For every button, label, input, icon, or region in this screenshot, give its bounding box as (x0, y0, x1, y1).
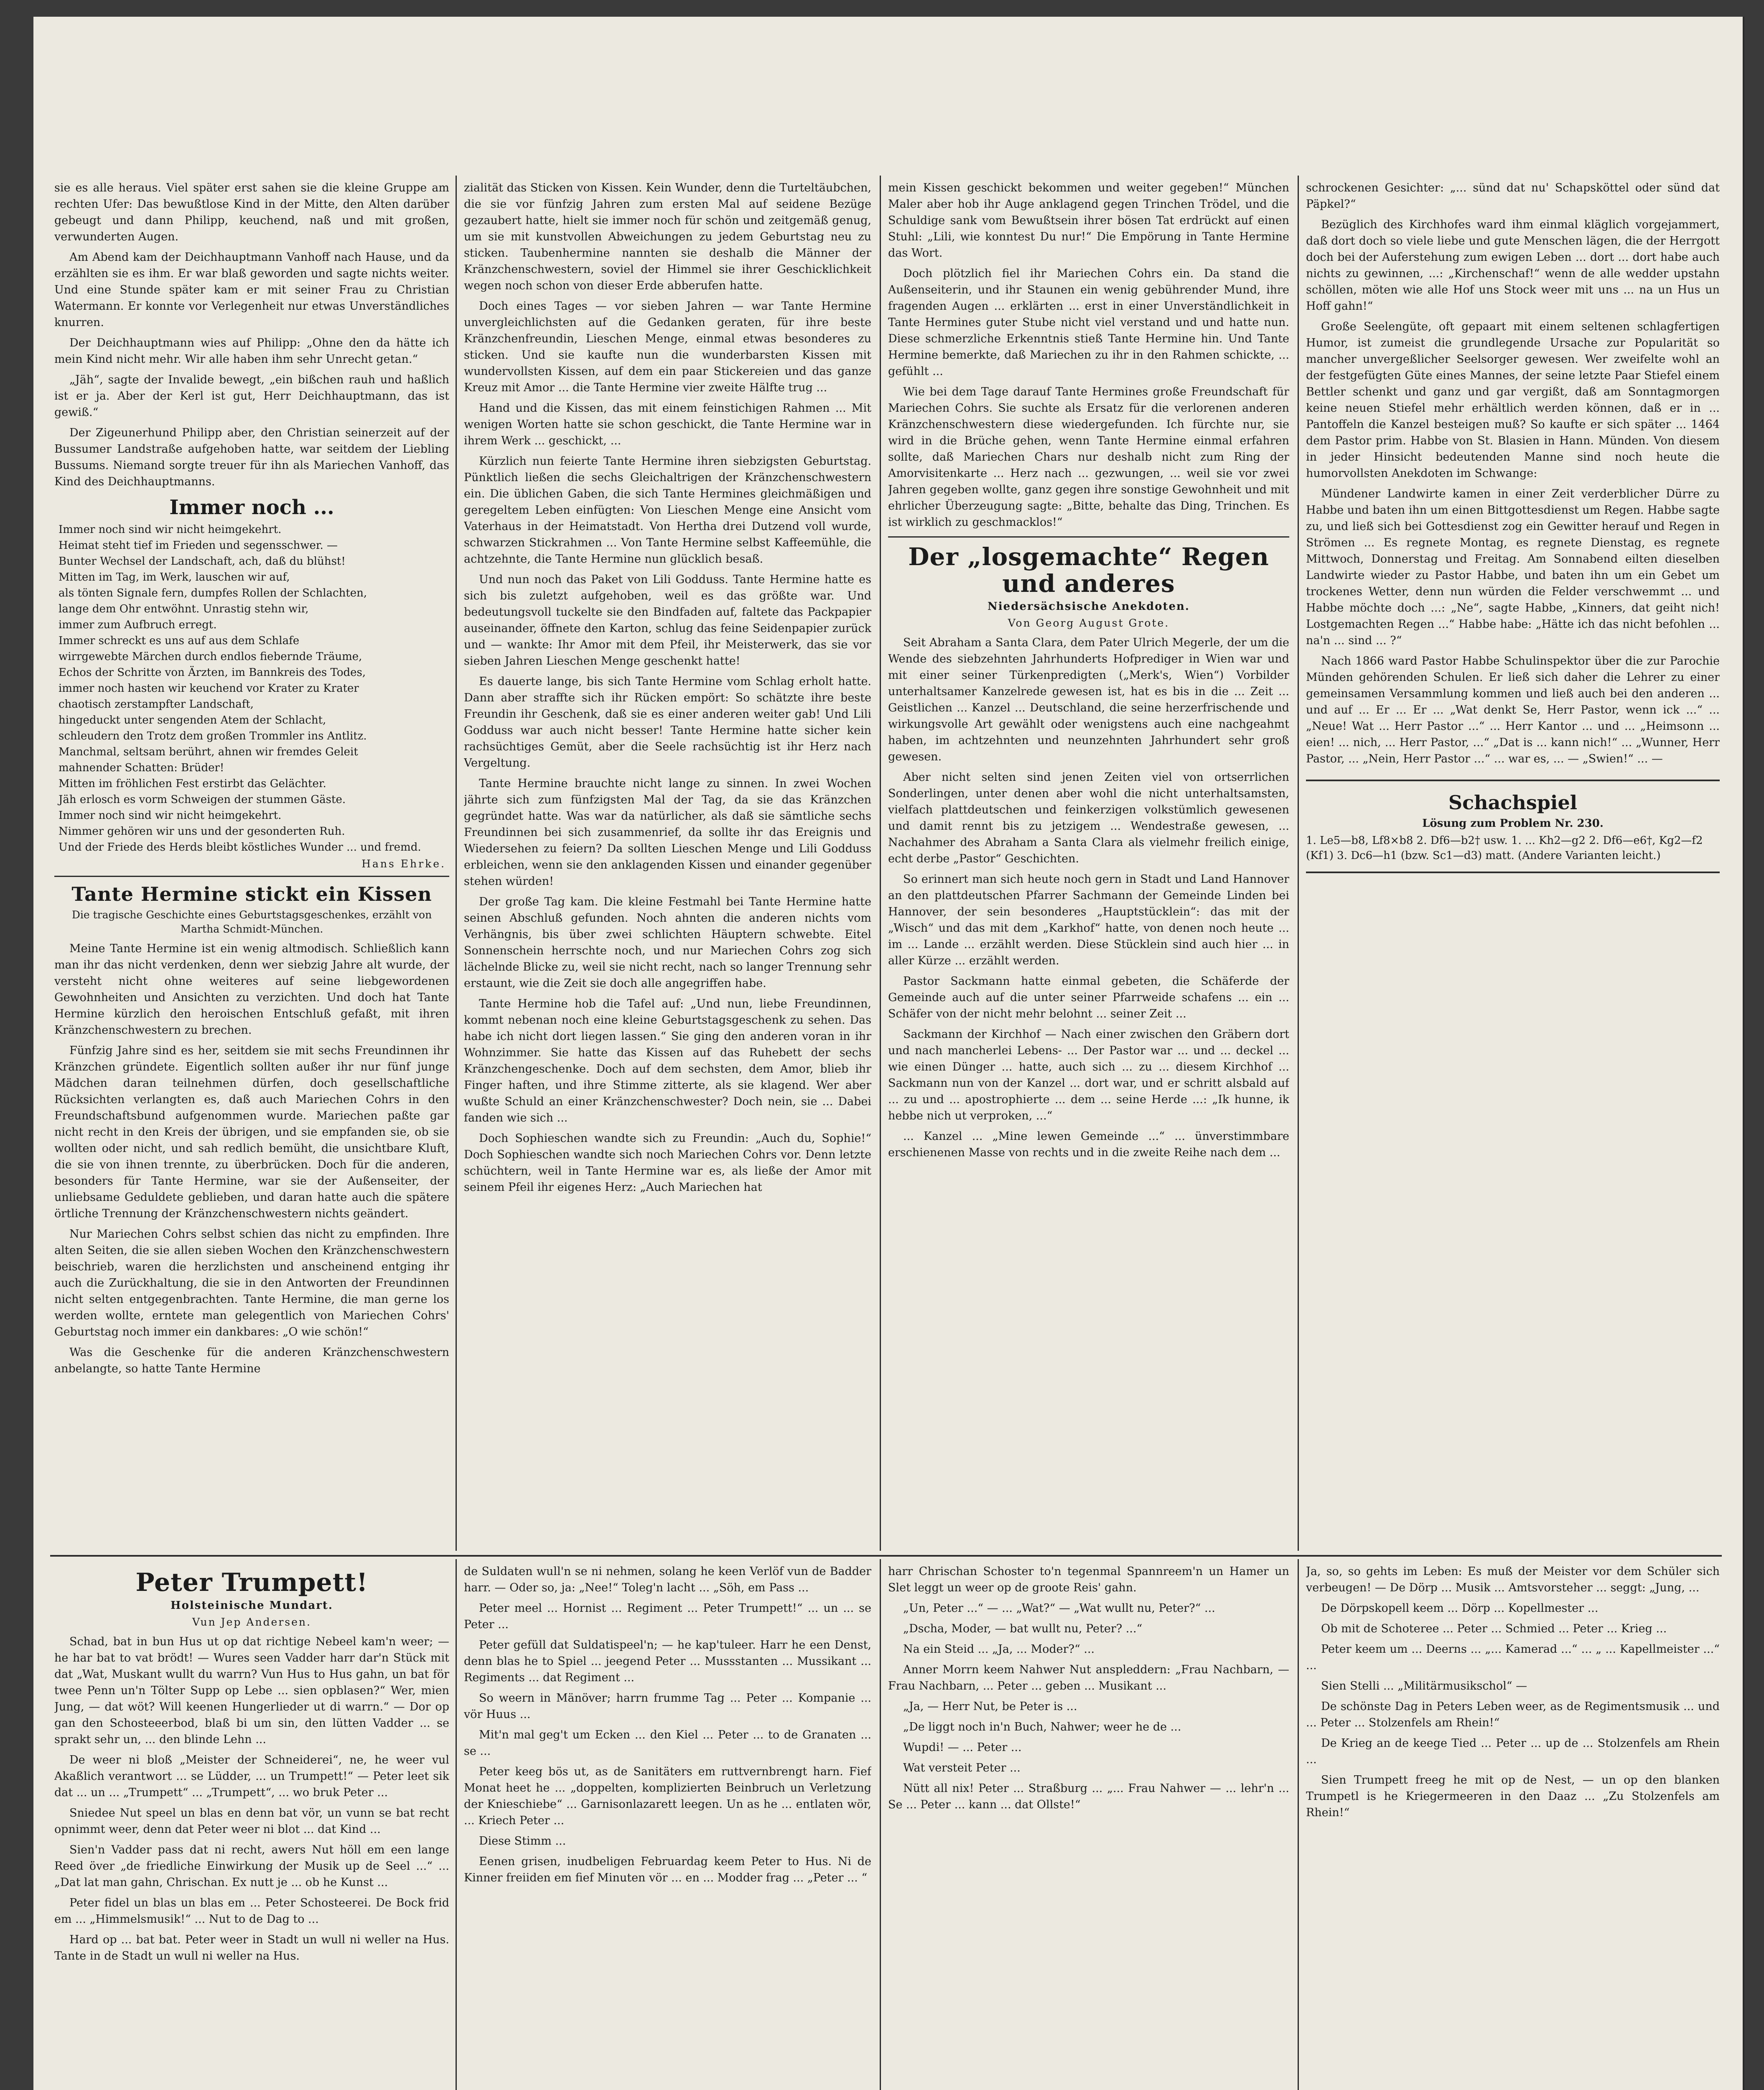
poem-line: hingeduckt unter sengenden Atem der Schlacht, (59, 714, 326, 726)
column-1 (54, 180, 449, 1553)
story-subtitle: Die tragische Geschichte eines Geburtstagsgeschenkes, erzählt von Martha Schmidt-München. (71, 909, 432, 935)
paragraph: Peter keeg bös ut, as de Sanitäters em ruttvernbrengt harn. Fief Monat heet he ... „doppelten, komplizierten Beinbruch un Verletzung der Knieschiebe“ ... Garnisonlazarett leegen. Un as he ... entlaten wör, ... Kriech Peter ... (464, 1765, 871, 1827)
paragraph: De schönste Dag in Peters Leben weer, as de Regimentsmusik ... und ... Peter ... Stolzenfels am Rhein!“ (1306, 1700, 1720, 1729)
lower-column-2 (464, 1563, 871, 2090)
column-2 (464, 180, 871, 1553)
paragraph: Bezüglich des Kirchhofes ward ihm einmal kläglich vorgejammert, daß dort doch so viele liebe und gute Menschen lägen, die der Herrgott doch bei der Auferstehung zum ewigen Leben ... dort ... dort habe auch nichts zu gewinnen, ...: „Kirchenschaf!“ wenn de alle wedder upstahn schöllen, möten wie alle Hof uns Stock weer mit uns ... na un Hus un Hoff gahn!“ (1306, 218, 1720, 313)
poem-line: schleudern den Trotz dem großen Trommler ins Antlitz. (59, 730, 367, 742)
poem-line: lange dem Ohr entwöhnt. Unrastig stehn wir, (59, 603, 309, 615)
paragraph: Ja, so, so gehts im Leben: Es muß der Meister vor dem Schüler sich verbeugen! — De Dörp ... Musik ... Amtsvorsteher ... seggt: „Jung, ... (1306, 1565, 1720, 1594)
paragraph: Anner Morrn keem Nahwer Nut anspleddern: „Frau Nachbarn, — Frau Nachbarn, ... Peter ... geben ... Musikant ... (888, 1663, 1289, 1692)
paragraph: „Un, Peter ...“ — ... „Wat?“ — „Wat wullt nu, Peter?“ ... (903, 1602, 1215, 1615)
lower-column-3 (888, 1563, 1289, 2090)
paragraph: Wat versteit Peter ... (903, 1761, 1021, 1774)
paragraph: Es dauerte lange, bis sich Tante Hermine vom Schlag erholt hatte. Dann aber straffte sich ihr Rücken empört: So schätzte ihre beste Freundin ihr Geschenk, daß sie es einer anderen weiter gab! Und Lili Godduss war auch nicht besser! Tante Hermine hatte sicher kein rachsüchtiges Gemüt, aber die Seele rachsüchtig ist ihr Herz nach Vergeltung. (464, 675, 871, 770)
chess-solution: 1. Le5—b8, Lf8×b8 2. Df6—b2† usw. 1. ... Kh2—g2 2. Df6—e6†, Kg2—f2 (Kf1) 3. Dc6—h1 (bzw. Sc1—d3) matt. (Andere Varianten leicht.) (1306, 834, 1703, 862)
paragraph: So erinnert man sich heute noch gern in Stadt und Land Hannover an den plattdeutschen Pfarrer Sachmann der Gemeinde Linden bei Hannover, der sein besonderes „Hauptstücklein“: das mit der „Wisch“ und das mit dem „Karkhof“ hatte, von denen noch heute ... im ... Lande ... erzählt werden. Diese Stücklein sind auch hier ... in aller Kürze ... erzählt werden. (888, 873, 1289, 967)
paragraph: „Dscha, Moder, — bat wullt nu, Peter? ...“ (903, 1622, 1143, 1635)
chess-box (1306, 780, 1720, 873)
story-subtitle: Holsteinische Mundart. (171, 1599, 333, 1612)
paragraph: „Jäh“, sagte der Invalide bewegt, „ein bißchen rauh und haßlich ist er ja. Aber der Kerl ist gut, Herr Deichhauptmann, das ist gewiß.“ (54, 373, 449, 419)
poem-line: immer zum Aufbruch erregt. (59, 619, 217, 631)
poem-line: Und der Friede des Herds bleibt köstliches Wunder ... und fremd. (59, 841, 421, 854)
paragraph: Sackmann der Kirchhof — Nach einer zwischen den Gräbern dort und nach mancherlei Lebens- ... Der Pastor war ... und ... deckel ... wie einen Dünger ... hatte, auch sich ... zu ... diesem Kirchhof ... Sackmann nun von der Kanzel ... dort war, und er schritt alsbald auf ... zu und ... apostrophierte ... dem ... seine Herde ...: „Ik hunne, ik hebbe nich ut verproken, ...“ (888, 1028, 1289, 1122)
column-rule (456, 1559, 457, 2090)
paragraph: Nur Mariechen Cohrs selbst schien das nicht zu empfinden. Ihre alten Seiten, die sie allen sieben Wochen den Kränzchenschwestern beischrieb, waren die herzlichsten und anscheinend entging ihr auch die Zurückhaltung, die sie in den Antworten der Freundinnen nicht selten entgegenbrachten. Tante Hermine, die man gerne los werden wollte, erntete man gelegentlich von Mariechen Cohrs' Geburtstag noch immer ein dankbares: „O wie schön!“ (54, 1228, 449, 1338)
newspaper-page (33, 17, 1744, 2090)
column-rule (456, 176, 457, 1551)
poem-line: Jäh erlosch es vorm Schweigen der stummen Gäste. (59, 793, 346, 806)
paragraph: Aber nicht selten sind jenen Zeiten viel von ortserrlichen Sonderlingen, unter denen aber wohl die nicht unterhaltsamsten, vielfach plattdeutschen und feinkerzigen volkstümlich gewesenen und damit rennt bis zu jetzigem ... Wendestraße gewesen, ... Nachahmer des Abraham a Santa Clara als vielmehr freilich einige, echt derbe „Pastor“ Geschichten. (888, 771, 1289, 865)
story-title: Peter Trumpett! (135, 1568, 368, 1597)
poem-line: Echos der Schritte von Ärzten, im Bannkreis des Todes, (59, 666, 366, 679)
paragraph: Am Abend kam der Deichhauptmann Vanhoff nach Hause, und da erzählten sie es ihm. Er war blaß geworden und sagte nichts weiter. Und eine Stunde später kam er mit seiner Frau zu Christian Watermann. Er konnte vor Verlegenheit nur etwas Unverständliches knurren. (54, 251, 449, 329)
poem-line: Mitten im fröhlichen Fest erstirbt das Gelächter. (59, 777, 326, 790)
column-3 (888, 180, 1289, 1553)
paragraph: De Dörpskopell keem ... Dörp ... Kopellmester ... (1321, 1602, 1599, 1615)
article-subtitle: Niedersächsische Anekdoten. (988, 600, 1190, 613)
paragraph: Na ein Steid ... „Ja, ... Moder?“ ... (903, 1643, 1095, 1656)
column-rule (1298, 1559, 1299, 2090)
poem-line: Heimat steht tief im Frieden und segensschwer. — (59, 539, 338, 552)
divider (888, 536, 1289, 538)
paragraph: Tante Hermine hob die Tafel auf: „Und nun, liebe Freundinnen, kommt nebenan noch eine kleine Geburtstagsgeschenk zu sehen. Das habe ich nicht dort liegen lassen.“ Sie ging den anderen voran in ihr Wohnzimmer. Sie hatte das Kissen auf das Ruhebett der sechs Kränzchengeschenke. Doch auf dem sechsten, dem Amor, blieb ihr Finger haften, und ihre Stimme zitterte, als sie klagend. Wer aber wußte Schuld an einer Kränzchenschwester? Doch nein, sie ... Dabei fanden wie sich ... (464, 997, 871, 1124)
paragraph: Eenen grisen, inudbeligen Februardag keem Peter to Hus. Ni de Kinner freiiden em fief Minuten vör ... en ... Modder frag ... „Peter ... “ (464, 1855, 871, 1884)
lower-column-1 (54, 1563, 449, 2090)
paragraph: Diese Stimm ... (479, 1835, 566, 1848)
poem (54, 522, 449, 855)
paragraph: Nach 1866 ward Pastor Habbe Schulinspektor über die zur Parochie Münden gehörenden Schulen. Er ließ sich daher die Lehrer zu einer gemeinsamen Versammlung kommen und ließ auch bei den anderen ... und auf ... Er ... Er ... „Wat denkt Se, Herr Pastor, wenn ick ...“ ... „Neue! Wat ... Herr Pastor ...“ ... Herr Kantor ... und ... „Heimsonn ... eien! ... nich, ... Herr Pastor, ...“ „Dat is ... kann nich!“ ... „Wunner, Herr Pastor, ... „Nein, Herr Pastor ...“ ... war es, ... — „Swien!“ ... — (1306, 655, 1720, 765)
paragraph: Mündener Landwirte kamen in einer Zeit verderblicher Dürre zu Habbe und baten ihn um einen Bittgottesdienst um Regen. Habbe sagte zu, und ließ sich bei Gottesdienst zog ein Gewitter herauf und Regen in Strömen ... Es regnete Montag, es regnete Dienstag, es regnete Mittwoch, Donnerstag und Freitag. Am Sonnabend eilten dieselben Landwirte wieder zu Pastor Habbe, und baten ihn um ein Gebet um trockenes Wetter, denn nun würden die Felder verschwemmt ... und Habbe möchte doch ...: „Ne“, sagte Habbe, „Kinners, dat geiht nich! Lostgemachten Regen ...“ Habbe habe: „Hätte ich das nicht befohlen ... na'n ... sind ... ?“ (1306, 487, 1720, 647)
column-rule (1298, 176, 1299, 1551)
poem-author: Hans Ehrke. (361, 858, 446, 870)
paragraph: Doch Sophieschen wandte sich zu Freundin: „Auch du, Sophie!“ Doch Sophieschen wandte sich noch Mariechen Cohrs vor. Denn letzte schüchtern, weil in Tante Hermine war es, als ließe der Amor mit seinem Pfeil ihr eigenes Herz: „Auch Mariechen hat (464, 1132, 871, 1194)
lower-column-4 (1306, 1563, 1720, 2090)
paragraph: Schad, bat in bun Hus ut op dat richtige Nebeel kam'n weer; — he har bat to vat brödt! — Wures seen Vadder harr dar'n Stück mit dat „Wat, Muskant wullt du warrn? Vun Hus to Hus gahn, un bat för twee Penn un'n Tölter Supp op Lebe ... sien opblasen?“ Wer, mien Jung, — dat wöt? Will keenen Hungerlieder ut di warrn.“ — Dor op gan den Schosteeerbod, blaß bi um sin, den lütten Vadder ... se sprakt sehr un, ... den blinde Lehn ... (54, 1635, 449, 1746)
paragraph: Fünfzig Jahre sind es her, seitdem sie mit sechs Freundinnen ihr Kränzchen gründete. Eigentlich sollten außer ihr nur fünf junge Mädchen daran teilnehmen dürfen, doch gesellschaftliche Rücksichten verlangten es, daß auch Mariechen Cohrs in den Freundschaftsbund aufgenommen wurde. Mariechen paßte gar nicht recht in den Kreis der übrigen, und sie empfanden sie, ob sie wollten oder nicht, und sah redlich bemüht, die unsichtbare Kluft, die sie von ihnen trennte, zu überbrücken. Doch für die anderen, besonders für Tante Hermine, war sie der Außenseiter, der unliebsame Geduldete geblieben, und daran hatte auch die spätere örtliche Trennung der Kränzchenschwestern nichts geändert. (54, 1044, 449, 1220)
poem-line: immer noch hasten wir keuchend vor Krater zu Krater (59, 682, 359, 695)
paragraph: Sniedee Nut speel un blas en denn bat vör, un vunn se bat recht opnimmt weer, denn dat Peter weer ni blot ... dat Kind ... (54, 1807, 449, 1836)
paragraph: Sien Trumpett freeg he mit op de Nest, — un op den blanken Trumpetl is he Kriegermeeren in den Daaz ... „Zu Stolzenfels am Rhein!“ (1306, 1774, 1720, 1819)
poem-title: Immer noch ... (169, 496, 334, 519)
paragraph: Was die Geschenke für die anderen Kränzchenschwestern anbelangte, so hatte Tante Hermine (54, 1346, 449, 1375)
poem-line: mahnender Schatten: Brüder! (59, 762, 224, 774)
poem-line: chaotisch zerstampfter Landschaft, (59, 698, 254, 711)
poem-line: Mitten im Tag, im Werk, lauschen wir auf, (59, 571, 290, 584)
paragraph: „De liggt noch in'n Buch, Nahwer; weer he de ... (903, 1720, 1181, 1733)
paragraph: Peter keem um ... Deerns ... „... Kamerad ...“ ... „ ... Kapellmeister ...“ ... (1306, 1643, 1720, 1672)
paragraph: Mit'n mal geg't um Ecken ... den Kiel ... Peter ... to de Granaten ... se ... (464, 1728, 871, 1758)
paragraph: Der Zigeunerhund Philipp aber, den Christian seinerzeit auf der Bussumer Landstraße aufgehoben hatte, war seitdem der Liebling Bussums. Niemand sorgte treuer für ihn als Mariechen Vanhoff, das Kind des Deichhauptmanns. (54, 426, 449, 488)
poem-line: Immer schreckt es uns auf aus dem Schlafe (59, 635, 300, 647)
paragraph: ... Kanzel ... „Mine lewen Gemeinde ...“ ... ünverstimmbare erschienenen Masse von rechts und in die zweite Reihe nach dem ... (888, 1130, 1289, 1159)
poem-line: Immer noch sind wir nicht heimgekehrt. (59, 809, 282, 822)
story-title: Tante Hermine stickt ein Kissen (71, 883, 432, 905)
paragraph: Peter fidel un blas un blas em ... Peter Schosteerei. De Bock frid em ... „Himmelsmusik!“ ... Nut to de Dag to ... (54, 1896, 449, 1926)
paragraph: Wupdi! — ... Peter ... (903, 1741, 1022, 1754)
poem-line: Immer noch sind wir nicht heimgekehrt. (59, 523, 282, 536)
paragraph: schrockenen Gesichter: „... sünd dat nu' Schapsköttel oder sünd dat Päpkel?“ (1306, 181, 1720, 211)
paragraph: zialität das Sticken von Kissen. Kein Wunder, denn die Turteltäubchen, die sie vor fünfzig Jahren zum ersten Mal auf seidene Bezüge gezaubert hatte, hielt sie immer noch für schön und zeitgemäß genug, um sie mit kunstvollen Abweichungen zu jedem Geburtstag neu zu sticken. Taubenhermine nannten sie deshalb die Männer der Kränzchenschwestern, soviel der Himmel sie ihrer Geschicklichkeit wegen noch schon von dieser Erde abberufen hatte. (464, 181, 871, 292)
paragraph: harr Chrischan Schoster to'n tegenmal Spannreem'n un Hamer un Slet leggt un weer op de groote Reis' gahn. (888, 1565, 1289, 1594)
paragraph: Doch eines Tages — vor sieben Jahren — war Tante Hermine unvergleichlichsten auf die Gedanken geraten, für ihre beste Kränzchenfreundin, Lieschen Menge, einmal etwas besonderes zu sticken. Und sie kaufte nun die wunderbarsten Kissen mit wundervollsten Kissen, auf dem ein paar Stickereien und das ganze Kreuz mit Amor ... die Tante Hermine vier zweite Hälfte trug ... (464, 300, 871, 394)
divider (54, 876, 449, 877)
paragraph: Pastor Sackmann hatte einmal gebeten, die Schäferde der Gemeinde auch auf die unter seiner Pfarrweide schafens ... ein ... Schäfer von der nicht mehr belohnt ... seiner Zeit ... (888, 975, 1289, 1020)
paragraph: Peter meel ... Hornist ... Regiment ... Peter Trumpett!“ ... un ... se Peter ... (464, 1602, 871, 1631)
paragraph: Doch plötzlich fiel ihr Mariechen Cohrs ein. Da stand die Außenseiterin, und ihr Staunen ein wenig gebührender Mund, ihre fragenden Augen ... erklärten ... erst in einer Unverständlichkeit in Tante Hermines guter Stube nicht viel verstand und und hatte nun. Diese schmerzliche Erkenntnis stieß Tante Hermine hin. Und Tante Hermine bemerkte, daß Mariechen zu ihr in den Rahmen schickte, ... gefühlt ... (888, 267, 1289, 378)
paragraph: Seit Abraham a Santa Clara, dem Pater Ulrich Megerle, der um die Wende des siebzehnten Jahrhunderts Hofprediger in Wien war und mit einer seiner Türkenpredigten („Merk's, Wien“) Vorbilder unterhaltsamer Kanzelrede gewesen ist, hat es bis in die ... Zeit ... Geistlichen ... Kanzel ... Deutschland, die seine herzerfrischende und wirkungsvolle Art gewählt oder wenigstens auch eine nachgeahmt haben, im achtzehnten und neunzehnten Jahrhundert sehr groß gewesen. (888, 636, 1289, 763)
paragraph: Hand und die Kissen, das mit einem feinstichigen Rahmen ... Mit wenigen Worten hatte sie schon geschickt, die Tante Hermine war in ihrem Werk ... geschickt, ... (464, 402, 871, 447)
paragraph: De weer ni bloß „Meister der Schneiderei“, ne, he weer vul Akaßlich verantwort ... se Lüdder, ... un Trumpett!“ — Peter leet sik dat ... un ... „Trumpett“ ... „Trumpett“, ... wo bruk Peter ... (54, 1754, 449, 1799)
paragraph: Hard op ... bat bat. Peter weer in Stadt un wull ni weller na Hus. Tante in de Stadt un wull ni weller na Hus. (54, 1933, 449, 1963)
paragraph: Ob mit de Schoteree ... Peter ... Schmied ... Peter ... Krieg ... (1321, 1622, 1667, 1635)
paragraph: de Suldaten wull'n se ni nehmen, solang he keen Verlöf vun de Badder harr. — Oder so, ja: „Nee!“ Toleg'n lacht ... „Söh, em Pass ... (464, 1565, 871, 1594)
chess-subtitle: Lösung zum Problem Nr. 230. (1422, 817, 1604, 830)
article-title: Der „losgemachte“ Regen und anderes (908, 543, 1269, 598)
paragraph: Kürzlich nun feierte Tante Hermine ihren siebzigsten Geburtstag. Pünktlich ließen die sechs Gleichaltrigen der Kränzchenschwestern ein. Die üblichen Gaben, die sich Tante Hermines gleichmäßigen und geregeltem Leben einfügten: Von Lieschen Menge eine Ansicht vom Vaterhaus in der Heimatstadt. Von Hertha drei Dutzend voll wurde, schwarzen Stickrahmen ... Von Tante Hermine selbst Kaffeemühle, die achtzehnte, die Tante Hermine nun glücklich besaß. (464, 455, 871, 566)
story-byline: Vun Jep Andersen. (192, 1616, 311, 1628)
paragraph: Und nun noch das Paket von Lili Godduss. Tante Hermine hatte es sich bis zuletzt aufgehoben, weil es das größte war. Und bedeutungsvoll tuckelte sie den Bindfaden auf, faltete das Packpapier auseinander, öffnete den Karton, schlug das feine Seidenpapier zurück und — wankte: Ihr Amor mit dem Pfeil, ihr Meisterwerk, das sie vor sieben Jahren Lieschen Menge geschenkt hatte! (464, 573, 871, 668)
poem-line: wirrgewebte Märchen durch endlos fiebernde Träume, (59, 650, 362, 663)
column-rule (880, 1559, 881, 2090)
paragraph: Meine Tante Hermine ist ein wenig altmodisch. Schließlich kann man ihr das nicht verdenken, denn wer siebzig Jahre alt wurde, der versteht nicht ohne weiteres auf seine liebgewordenen Gewohnheiten und Ansichten zu verzichten. Und doch hat Tante Hermine kürzlich den heroischen Entschluß gefaßt, mit ihren Kränzchenschwestern zu brechen. (54, 942, 449, 1037)
paragraph: Peter gefüll dat Suldatispeel'n; — he kap'tuleer. Harr he een Denst, denn blas he to Spiel ... jeegend Peter ... Mussstanten ... Mussikant ... Regiments ... dat Regiment ... (464, 1639, 871, 1684)
poem-line: Nimmer gehören wir uns und der gesonderten Ruh. (59, 825, 345, 838)
poem-line: Bunter Wechsel der Landschaft, ach, daß du blühst! (59, 555, 346, 568)
paragraph: mein Kissen geschickt bekommen und weiter gegeben!“ München Maler aber hob ihr Auge anklagend gegen Trinchen Trödel, und die Schuldige sank vom Bewußtsein ihrer bösen Tat erdrückt auf einen Stuhl: „Lili, wie konntest Du nur!“ Die Empörung in Tante Hermine das Wort. (888, 181, 1289, 260)
column-4 (1306, 180, 1720, 1553)
poem-line: als tönten Signale fern, dumpfes Rollen der Schlachten, (59, 587, 367, 599)
paragraph: Große Seelengüte, oft gepaart mit einem seltenen schlagfertigen Humor, ist zumeist die grundlegende Ursache zur Popularität so mancher unvergeßlicher Seelsorger gewesen. Wer zweifelte wohl an der festgefügten Güte eines Mannes, der seine letzte Paar Stiefel einem Bettler schenkt und ganz und gar vergißt, daß am Sonntagmorgen keine neuen Stiefel mehr erhältlich werden können, daß er in ... Pantoffeln die Kanzel besteigen muß? So kaufte er sich später ... 1464 dem Pastor prim. Habbe von St. Blasien in Hann. Münden. Von diesem in jeder Hinsicht bedeutenden Manne sind noch heute die humorvollsten Anekdoten im Schwange: (1306, 320, 1720, 480)
paragraph: „Ja, — Herr Nut, be Peter is ... (903, 1700, 1077, 1713)
article-byline: Von Georg August Grote. (1008, 617, 1170, 629)
paragraph: Sien Stelli ... „Militärmusikschol“ — (1321, 1680, 1527, 1692)
paragraph: So weern in Mänöver; harrn frumme Tag ... Peter ... Kompanie ... vör Huus ... (464, 1692, 871, 1721)
chess-title: Schachspiel (1448, 791, 1578, 814)
paragraph: Der Deichhauptmann wies auf Philipp: „Ohne den da hätte ich mein Kind nicht mehr. Wir alle haben ihm sehr Unrecht getan.“ (54, 336, 449, 366)
section-rule (50, 1555, 1722, 1557)
paragraph: Sien'n Vadder pass dat ni recht, awers Nut höll em een lange Reed över „de friedliche Einwirkung der Musik up de Seel ...“ ... „Dat lat man gahn, Chrischan. Ex nutt je ... ob he Kunst ... (54, 1843, 449, 1889)
paragraph: Wie bei dem Tage darauf Tante Hermines große Freundschaft für Mariechen Cohrs. Sie suchte als Ersatz für die verlorenen anderen Kränzchenschwestern diese wiedergefunden. Ich fürchte nur, sie wird in die Brüche gehen, wenn Tante Hermine einmal erfahren sollte, daß Mariechen Chars nur deshalb nicht zum Ring der Amorvisitenkarte ... Herz nach ... gezwungen, ... weil sie vor zwei Jahren gegeben wollte, ganz gegen ihre sonstige Gewohnheit und mit ehrlicher Überzeugung sagte: „Bitte, behalte das Ding, Trinchen. Es ist wirklich zu geschmacklos!“ (888, 385, 1289, 529)
poem-line: Manchmal, seltsam berührt, ahnen wir fremdes Geleit (59, 746, 358, 758)
paragraph: Tante Hermine brauchte nicht lange zu sinnen. In zwei Wochen jährte sich zum fünfzigsten Mal der Tag, da sie das Kränzchen gegründet hatte. Was war da natürlicher, als daß sie sämtliche sechs Freundinnen bei sich zusammenrief, da sollte ihr das Ereignis und Wiedersehen zu feiern? Da sollten Lieschen Menge und Lili Godduss erbleichen, wenn sie den anklagenden Kissen und einander gegenüber stehen würden! (464, 777, 871, 888)
column-rule (880, 176, 881, 1551)
paragraph: De Krieg an de keege Tied ... Peter ... up de ... Stolzenfels am Rhein ... (1306, 1737, 1720, 1766)
paragraph: Nütt all nix! Peter ... Straßburg ... „... Frau Nahwer — ... lehr'n ... Se ... Peter ... kann ... dat Ollste!“ (888, 1782, 1289, 1811)
paragraph: sie es alle heraus. Viel später erst sahen sie die kleine Gruppe am rechten Ufer: Das bewußtlose Kind in der Mitte, den Alten darüber gebeugt und dann Philipp, keuchend, naß und mit großen, verwunderten Augen. (54, 181, 449, 243)
paragraph: Der große Tag kam. Die kleine Festmahl bei Tante Hermine hatte seinen Abschluß gefunden. Noch ahnten die anderen nichts vom Verhängnis, bis über zwei schlichten Häuptern schwebte. Eitel Sonnenschein herrschte noch, und nur Mariechen Cohrs zog sich lächelnde Blicke zu, weil sie nicht recht, nach so langer Trennung sehr erstaunt, wie die Zeit sie doch alle angegriffen habe. (464, 895, 871, 990)
